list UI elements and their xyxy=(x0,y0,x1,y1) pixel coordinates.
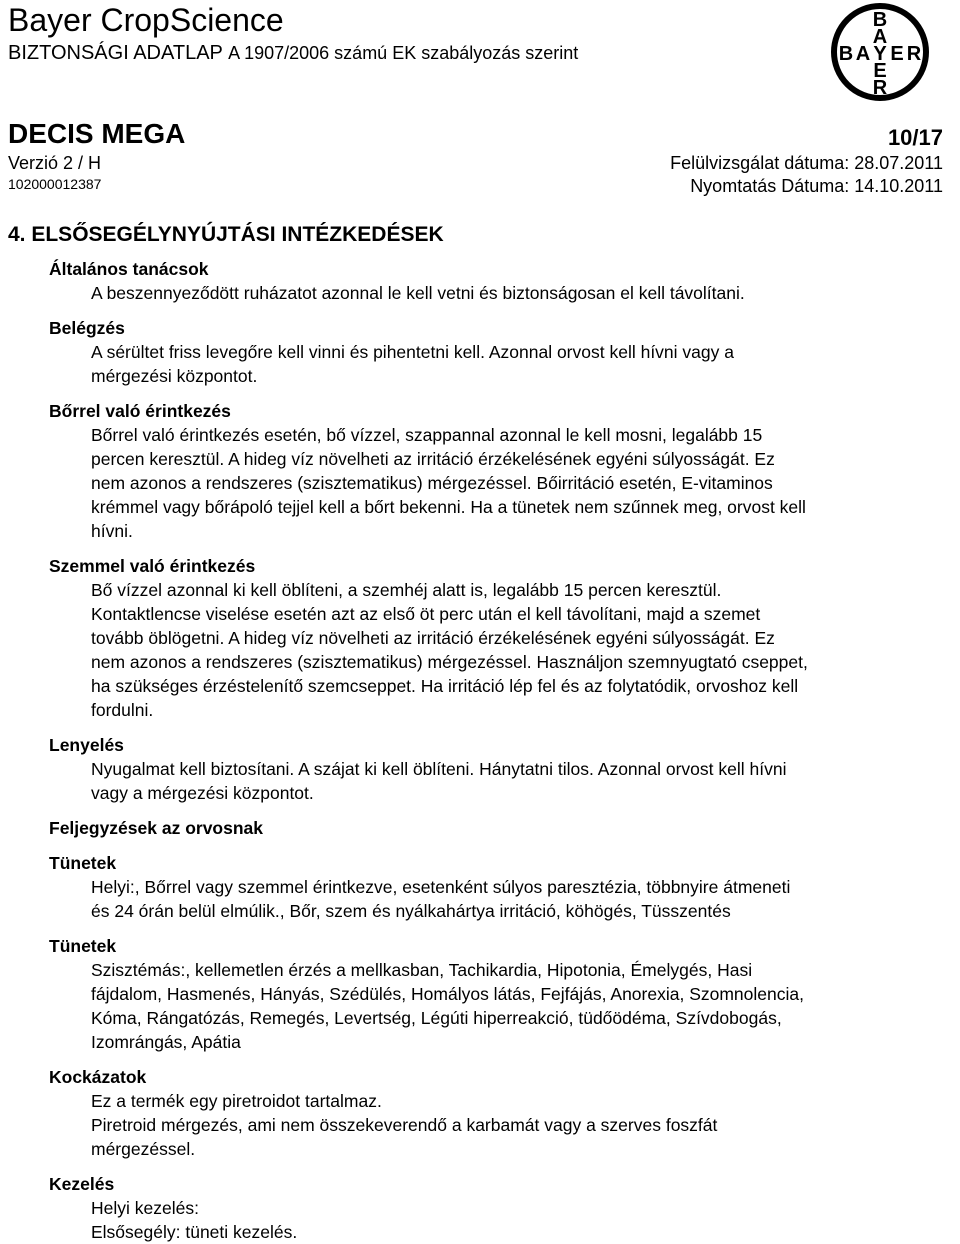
page-number: 10/17 xyxy=(887,125,943,150)
inhalation-line: mérgezési központot. xyxy=(91,366,258,386)
document-subtitle xyxy=(8,41,578,65)
section-body xyxy=(49,258,949,1244)
skin-line: krémmel vagy bőrápoló tejjel kell a bőrt bekenni. Ha a tünetek nem szűnnek meg, orvost kell xyxy=(91,497,806,517)
svg-text:R: R xyxy=(872,77,888,99)
symptoms-systemic-line: Szisztémás:, kellemetlen érzés a mellkasban, Tachikardia, Hipotonia, Émelygés, Hasi xyxy=(91,960,753,980)
inhalation-heading: Belégzés xyxy=(49,318,125,338)
svg-text:E: E xyxy=(873,60,887,82)
revision-date: Felülvizsgálat dátuma: 28.07.2011 xyxy=(670,153,943,173)
svg-text:R: R xyxy=(906,43,922,65)
symptoms-systemic-line: fájdalom, Hasmenés, Hányás, Szédülés, Homályos látás, Fejfájás, Anorexia, Szomnolencia, xyxy=(91,984,804,1004)
bayer-logo xyxy=(830,2,930,102)
svg-text:Y: Y xyxy=(873,43,887,65)
eye-line: Bő vízzel azonnal ki kell öblíteni, a szemhéj alatt is, legalább 15 percen keresztül. xyxy=(91,580,722,600)
inhalation-line: A sérültet friss levegőre kell vinni és pihentetni kell. Azonnal orvost kell hívni vagy a xyxy=(91,342,734,362)
doctor-notes-heading: Feljegyzések az orvosnak xyxy=(49,818,263,838)
general-heading: Általános tanácsok xyxy=(49,259,209,279)
skin-line: percen keresztül. A hideg víz növelheti az irritáció érzékelésének egyéni súlyosságát. Ez xyxy=(91,449,775,469)
svg-text:E: E xyxy=(890,43,904,65)
general-text: A beszennyeződött ruházatot azonnal le kell vetni és biztonságosan el kell távolítani. xyxy=(91,283,745,303)
symptoms-local-heading: Tünetek xyxy=(49,853,117,873)
risks-line: Ez a termék egy piretroidot tartalmaz. xyxy=(91,1091,382,1111)
svg-text:A: A xyxy=(872,26,888,48)
eye-line: tovább öblögetni. A hideg víz növelheti az irritáció érzékelésének egyéni súlyosságát. Ez xyxy=(91,628,775,648)
symptoms-local-line: Helyi:, Bőrrel vagy szemmel érintkezve, esetenként súlyos paresztézia, többnyire átmeneti xyxy=(91,877,791,897)
eye-line: ha szükséges érzéstelenítő szemcseppet. Ha irritáció lép fel és az folytatódik, orvoshoz kell xyxy=(91,676,799,696)
symptoms-systemic-line: Kóma, Rángatózás, Remegés, Levertség, Légúti hiperreakció, tüdőödéma, Szívdobogás, xyxy=(91,1008,782,1028)
risks-line: Piretroid mérgezés, ami nem összekeverendő a karbamát vagy a szerves foszfát xyxy=(91,1115,718,1135)
symptoms-systemic-line: Izomrángás, Apátia xyxy=(91,1032,241,1052)
version: Verzió 2 / H xyxy=(8,153,102,173)
product-name: DECIS MEGA xyxy=(8,118,186,149)
treatment-line: Elsősegély: tüneti kezelés. xyxy=(91,1222,298,1242)
product-code: 102000012387 xyxy=(8,176,102,192)
svg-text:B: B xyxy=(838,43,854,65)
eye-line: fordulni. xyxy=(91,700,154,720)
ingestion-heading: Lenyelés xyxy=(49,735,124,755)
print-date: Nyomtatás Dátuma: 14.10.2011 xyxy=(690,176,943,196)
eye-line: Kontaktlencse viselése esetén azt az első öt perc után el kell távolítani, majd a szemet xyxy=(91,604,761,624)
eye-line: nem azonos a rendszeres (szisztematikus) mérgezéssel. Használjon szemnyugtató cseppet, xyxy=(91,652,808,672)
symptoms-local-line: és 24 órán belül elmúlik., Bőr, szem és nyálkahártya irritáció, köhögés, Tüsszentés xyxy=(91,901,731,921)
skin-line: Bőrrel való érintkezés esetén, bő vízzel, szappannal azonnal le kell mosni, legalább 15 xyxy=(91,425,763,445)
company-name: Bayer CropScience xyxy=(8,2,284,38)
doc-type: BIZTONSÁGI ADATLAP xyxy=(8,42,223,64)
svg-text:A: A xyxy=(855,43,871,65)
treatment-line: Helyi kezelés: xyxy=(91,1198,199,1218)
risks-heading: Kockázatok xyxy=(49,1067,147,1087)
risks-line: mérgezéssel. xyxy=(91,1139,196,1159)
eye-heading: Szemmel való érintkezés xyxy=(49,556,256,576)
svg-text:B: B xyxy=(872,9,888,31)
regulation: A 1907/2006 számú EK szabályozás szerint xyxy=(228,43,579,63)
section-title: 4. ELSŐSEGÉLYNYÚJTÁSI INTÉZKEDÉSEK xyxy=(8,223,444,246)
treatment-heading: Kezelés xyxy=(49,1174,115,1194)
symptoms-systemic-heading: Tünetek xyxy=(49,936,117,956)
skin-line: hívni. xyxy=(91,521,133,541)
skin-line: nem azonos a rendszeres (szisztematikus) mérgezéssel. Bőirritáció esetén, E-vitaminos xyxy=(91,473,773,493)
skin-heading: Bőrrel való érintkezés xyxy=(49,401,231,421)
ingestion-line: vagy a mérgezési központot. xyxy=(91,783,314,803)
ingestion-line: Nyugalmat kell biztosítani. A szájat ki kell öblíteni. Hánytatni tilos. Azonnal orvost kell hívni xyxy=(91,759,787,779)
